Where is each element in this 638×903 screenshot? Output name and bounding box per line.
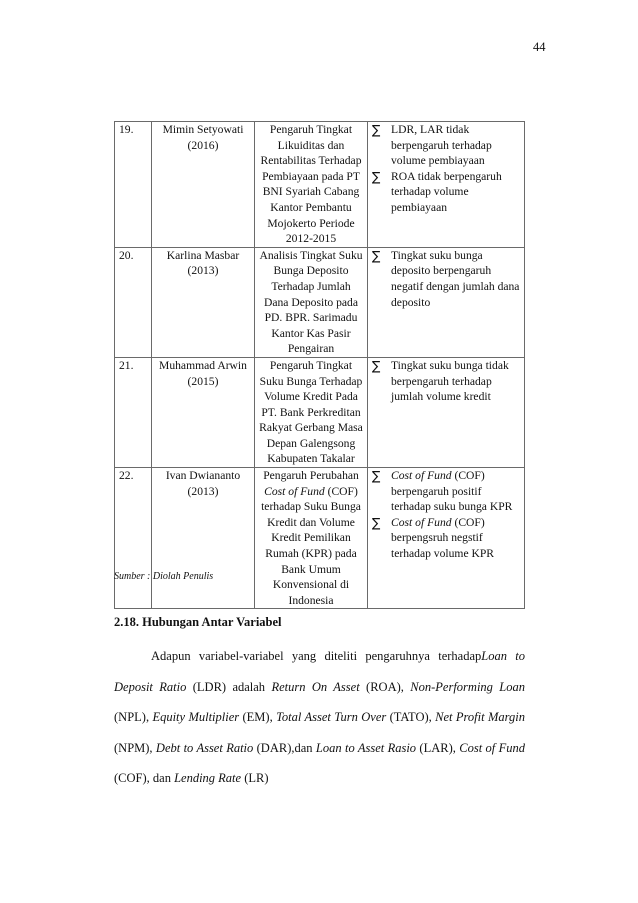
paragraph-text: (LDR) adalah bbox=[186, 679, 272, 694]
sigma-bullet-icon: ∑ bbox=[372, 168, 381, 184]
table-row bbox=[115, 122, 525, 248]
table-source-note: Sumber : Diolah Penulis bbox=[114, 571, 214, 582]
paragraph-term: Total Asset Turn Over bbox=[276, 710, 387, 724]
title-text: Pengaruh Perubahan bbox=[263, 469, 359, 483]
paragraph-text: (LR) bbox=[241, 771, 269, 785]
result-text bbox=[391, 468, 520, 515]
result-text: Tingkat suku bunga deposito berpengaruh negatif dengan jumlah dana deposito bbox=[391, 248, 520, 309]
body-paragraph bbox=[114, 641, 525, 794]
table-row bbox=[115, 357, 525, 467]
row-number: 21. bbox=[115, 357, 152, 467]
paragraph-term: Debt to Asset Ratio bbox=[155, 740, 254, 755]
title-text: (COF) terhadap Suku Bunga Kredit dan Volume Kredit Pemilikan Rumah (KPR) pada Bank Umum Konvensional di Indonesia bbox=[261, 484, 361, 607]
paragraph-text: Adapun variabel-variabel yang diteliti pengaruhnya terhadap bbox=[151, 649, 482, 663]
paragraph-term: Equity Multiplier bbox=[152, 710, 240, 724]
paragraph-text: (DAR),dan bbox=[253, 740, 316, 755]
sigma-bullet-icon: ∑ bbox=[372, 514, 381, 530]
sigma-bullet-icon: ∑ bbox=[372, 247, 381, 263]
paragraph-term: Loan to Deposit Ratio bbox=[114, 649, 525, 694]
title-text-italic: Cost of Fund bbox=[264, 484, 325, 498]
title-cell: Pengaruh Tingkat Likuiditas dan Rentabilitas Terhadap Pembiayaan pada PT BNI Syariah Cabang Kantor Pembantu Mojokerto Periode 2012-2015 bbox=[255, 122, 368, 248]
sigma-bullet-icon: ∑ bbox=[372, 357, 381, 373]
section-heading: 2.18. Hubungan Antar Variabel bbox=[114, 615, 282, 629]
result-text-italic: Cost of Fund bbox=[391, 469, 452, 483]
result-cell bbox=[368, 468, 525, 609]
paragraph-term: Non-Performing Loan bbox=[410, 679, 525, 694]
result-text: ROA tidak berpengaruh terhadap volume pembiayaan bbox=[391, 169, 502, 214]
paragraph-text: (ROA), bbox=[359, 679, 411, 694]
author-cell: Karlina Masbar (2013) bbox=[152, 247, 255, 357]
result-text bbox=[391, 515, 520, 562]
result-cell bbox=[368, 122, 525, 248]
row-number: 22. bbox=[115, 468, 152, 609]
row-number: 19. bbox=[115, 122, 152, 248]
result-text-italic: Cost of Fund bbox=[391, 515, 452, 529]
author-cell: Mimin Setyowati (2016) bbox=[152, 122, 255, 248]
table-row bbox=[115, 247, 525, 357]
title-cell bbox=[255, 468, 368, 609]
sigma-bullet-icon: ∑ bbox=[372, 122, 381, 137]
result-item bbox=[372, 248, 520, 310]
paragraph-text: (EM), bbox=[239, 710, 277, 724]
result-item bbox=[372, 122, 520, 169]
title-cell: Pengaruh Tingkat Suku Bunga Terhadap Volume Kredit Pada PT. Bank Perkreditan Rakyat Gerbang Masa Depan Galengsong Kabupaten Takalar bbox=[255, 357, 368, 467]
literature-review-table bbox=[114, 121, 525, 609]
author-cell: Ivan Dwiananto (2013) bbox=[152, 468, 255, 609]
result-text: Tingkat suku bunga tidak berpengaruh terhadap jumlah volume kredit bbox=[391, 358, 509, 404]
paragraph-text: (LAR), bbox=[416, 740, 460, 755]
paragraph-text: (NPL), bbox=[114, 710, 153, 724]
paragraph-text: (TATO), bbox=[386, 710, 436, 724]
sigma-bullet-icon: ∑ bbox=[372, 468, 381, 484]
paragraph-text: (NPM), bbox=[114, 740, 156, 755]
table-row bbox=[115, 468, 525, 609]
paragraph-term: Net Profit Margin bbox=[435, 710, 525, 724]
page-number: 44 bbox=[533, 40, 546, 54]
result-item bbox=[372, 515, 520, 562]
paragraph-term: Loan to Asset Rasio bbox=[315, 740, 417, 755]
paragraph-term: Return On Asset bbox=[271, 679, 360, 694]
result-item bbox=[372, 468, 520, 515]
result-item bbox=[372, 358, 520, 405]
result-text-rest: (COF) berpengsruh negstif terhadap volume KPR bbox=[391, 515, 495, 561]
result-text: LDR, LAR tidak berpengaruh terhadap volume pembiayaan bbox=[391, 123, 492, 168]
paragraph-term: Cost of Fund bbox=[459, 740, 526, 755]
result-text-rest: (COF) berpengaruh positif terhadap suku bunga KPR bbox=[391, 469, 513, 514]
result-cell bbox=[368, 357, 525, 467]
result-cell bbox=[368, 247, 525, 357]
title-cell: Analisis Tingkat Suku Bunga Deposito Terhadap Jumlah Dana Deposito pada PD. BPR. Sarimadu Kantor Kas Pasir Pengairan bbox=[255, 247, 368, 357]
row-number: 20. bbox=[115, 247, 152, 357]
paragraph-text: (COF), dan bbox=[114, 771, 175, 785]
author-cell: Muhammad Arwin (2015) bbox=[152, 357, 255, 467]
result-item bbox=[372, 169, 520, 216]
paragraph-term: Lending Rate bbox=[174, 771, 242, 785]
